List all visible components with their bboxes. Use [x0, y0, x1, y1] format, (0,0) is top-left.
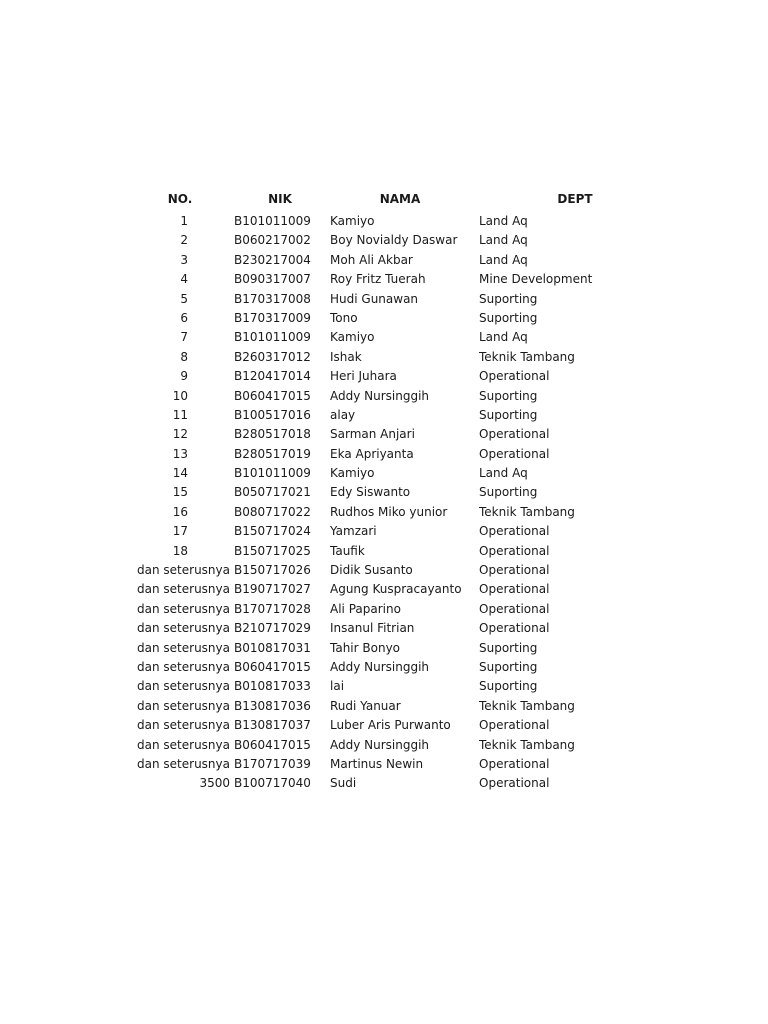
- cell-dept: Operational: [479, 524, 550, 539]
- cell-no: dan seterusnya: [137, 640, 230, 655]
- table-row: [0, 658, 768, 677]
- cell-nik: B050717021: [234, 485, 311, 500]
- cell-nik: B060217002: [234, 233, 311, 248]
- cell-nama: lai: [330, 679, 345, 694]
- table-row: [0, 522, 768, 541]
- table-row: [0, 755, 768, 774]
- cell-dept: Land Aq: [479, 214, 528, 228]
- table-row: [0, 483, 768, 502]
- cell-dept: Suporting: [479, 310, 538, 325]
- cell-nama: Rudi Yanuar: [330, 698, 401, 713]
- cell-nama: Addy Nursinggih: [330, 737, 430, 752]
- cell-nik: B101011009: [234, 330, 311, 345]
- cell-nama: Tahir Bonyo: [330, 640, 401, 655]
- cell-nama: Sudi: [330, 776, 357, 791]
- cell-nik: B010817033: [234, 679, 311, 694]
- cell-nama: Roy Fritz Tuerah: [330, 272, 426, 287]
- cell-dept: Operational: [479, 582, 550, 597]
- table-row: [0, 231, 768, 250]
- cell-no: 10: [172, 388, 188, 403]
- table-row: [0, 561, 768, 580]
- cell-dept: Suporting: [479, 485, 538, 500]
- cell-no: dan seterusnya: [137, 659, 230, 674]
- table-row: [0, 348, 768, 367]
- cell-nik: B060417015: [234, 388, 311, 403]
- table-row: [0, 290, 768, 309]
- cell-nik: B080717022: [234, 504, 311, 519]
- cell-nama: Hudi Gunawan: [330, 291, 419, 306]
- cell-nama: Kamiyo: [330, 466, 375, 481]
- cell-no: 8: [180, 349, 188, 364]
- table-row: [0, 600, 768, 619]
- table-row: [0, 697, 768, 716]
- table-row: [0, 406, 768, 425]
- cell-dept: Operational: [479, 756, 550, 771]
- cell-dept: Operational: [479, 446, 550, 461]
- cell-nik: B260317012: [234, 349, 311, 364]
- cell-nik: B190717027: [234, 582, 311, 597]
- cell-nik: B170717039: [234, 756, 311, 771]
- cell-dept: Operational: [479, 427, 550, 442]
- cell-nama: Luber Aris Purwanto: [330, 718, 451, 733]
- cell-no: 14: [172, 466, 188, 481]
- cell-no: dan seterusnya: [137, 756, 230, 771]
- cell-no: 1: [180, 214, 188, 228]
- cell-nama: Didik Susanto: [330, 563, 413, 578]
- cell-dept: Suporting: [479, 291, 538, 306]
- cell-no: dan seterusnya: [137, 679, 230, 694]
- table-row: [0, 309, 768, 328]
- table-row: [0, 445, 768, 464]
- cell-dept: Suporting: [479, 659, 538, 674]
- cell-no: 4: [180, 272, 188, 287]
- cell-nik: B150717026: [234, 563, 311, 578]
- cell-dept: Operational: [479, 718, 550, 733]
- cell-no: 11: [172, 407, 188, 422]
- header-no: NO.: [167, 192, 193, 206]
- cell-nik: B170317008: [234, 291, 311, 306]
- cell-nik: B101011009: [234, 466, 311, 481]
- cell-nik: B230217004: [234, 252, 311, 267]
- cell-nama: Boy Novialdy Daswar: [330, 233, 458, 248]
- cell-nama: Ali Paparino: [330, 601, 401, 616]
- cell-dept: Land Aq: [479, 330, 528, 345]
- cell-dept: Land Aq: [479, 252, 528, 267]
- cell-nik: B060417015: [234, 737, 311, 752]
- header-nik: NIK: [268, 192, 292, 206]
- cell-nama: alay: [330, 407, 356, 422]
- cell-nama: Ishak: [330, 349, 362, 364]
- table-row: [0, 619, 768, 638]
- cell-no: 13: [172, 446, 188, 461]
- cell-no: 16: [172, 504, 188, 519]
- table-row: [0, 367, 768, 386]
- table-row: [0, 580, 768, 599]
- cell-dept: Operational: [479, 369, 550, 384]
- cell-nik: B130817036: [234, 698, 311, 713]
- cell-nik: B280517019: [234, 446, 311, 461]
- cell-dept: Mine Development: [479, 272, 593, 287]
- cell-no: 18: [172, 543, 188, 558]
- cell-nama: Rudhos Miko yunior: [330, 504, 448, 519]
- cell-nik: B100717040: [234, 776, 311, 791]
- table-row: [0, 639, 768, 658]
- cell-dept: Operational: [479, 776, 550, 791]
- cell-no: 6: [180, 310, 188, 325]
- table-row: [0, 542, 768, 561]
- cell-no: dan seterusnya: [137, 582, 230, 597]
- table-row: [0, 425, 768, 444]
- cell-nama: Moh Ali Akbar: [330, 252, 413, 267]
- cell-no: dan seterusnya: [137, 718, 230, 733]
- cell-nik: B130817037: [234, 718, 311, 733]
- cell-dept: Land Aq: [479, 466, 528, 481]
- cell-nama: Taufik: [330, 543, 365, 558]
- cell-nama: Martinus Newin: [330, 756, 424, 771]
- table-body: [0, 212, 768, 794]
- table-row: [0, 464, 768, 483]
- cell-nama: Agung Kuspracayanto: [330, 582, 462, 597]
- table-row: [0, 270, 768, 289]
- cell-no: 15: [172, 485, 188, 500]
- header-nama: NAMA: [379, 192, 421, 206]
- table-row: [0, 716, 768, 735]
- cell-nik: B090317007: [234, 272, 311, 287]
- cell-nik: B150717024: [234, 524, 311, 539]
- cell-no: dan seterusnya: [137, 563, 230, 578]
- cell-nama: Insanul Fitrian: [330, 621, 415, 636]
- cell-nama: Kamiyo: [330, 330, 375, 345]
- cell-no: 7: [180, 330, 188, 345]
- cell-no: 12: [172, 427, 188, 442]
- table-row: [0, 212, 768, 231]
- cell-nama: Addy Nursinggih: [330, 659, 430, 674]
- cell-nik: B210717029: [234, 621, 311, 636]
- cell-dept: Operational: [479, 563, 550, 578]
- cell-no: dan seterusnya: [137, 601, 230, 616]
- table-row: [0, 387, 768, 406]
- cell-dept: Teknik Tambang: [479, 698, 575, 713]
- table-row: [0, 677, 768, 696]
- cell-no: 2: [180, 233, 188, 248]
- cell-no: dan seterusnya: [137, 737, 230, 752]
- cell-nik: B170317009: [234, 310, 311, 325]
- cell-nik: B100517016: [234, 407, 311, 422]
- cell-dept: Teknik Tambang: [479, 349, 575, 364]
- header-dept: DEPT: [557, 192, 593, 206]
- cell-nama: Addy Nursinggih: [330, 388, 430, 403]
- cell-dept: Land Aq: [479, 233, 528, 248]
- cell-no: 3: [180, 252, 188, 267]
- table-row: [0, 736, 768, 755]
- cell-no: 17: [172, 524, 188, 539]
- cell-dept: Suporting: [479, 388, 538, 403]
- cell-no: dan seterusnya: [137, 621, 230, 636]
- cell-nama: Sarman Anjari: [330, 427, 415, 442]
- employee-table: [0, 188, 768, 794]
- cell-nama: Edy Siswanto: [330, 485, 411, 500]
- cell-nama: Tono: [330, 310, 358, 325]
- table-row: [0, 328, 768, 347]
- cell-no: 9: [180, 369, 188, 384]
- cell-nik: B101011009: [234, 214, 311, 228]
- cell-dept: Suporting: [479, 679, 538, 694]
- cell-dept: Operational: [479, 601, 550, 616]
- cell-nama: Heri Juhara: [330, 369, 397, 384]
- table-header-row: [0, 188, 768, 212]
- cell-nik: B170717028: [234, 601, 311, 616]
- cell-nama: Eka Apriyanta: [330, 446, 414, 461]
- cell-no: 3500: [199, 776, 230, 791]
- cell-dept: Suporting: [479, 640, 538, 655]
- cell-no: dan seterusnya: [137, 698, 230, 713]
- cell-dept: Teknik Tambang: [479, 504, 575, 519]
- cell-nik: B060417015: [234, 659, 311, 674]
- cell-no: 5: [180, 291, 188, 306]
- table-row: [0, 251, 768, 270]
- cell-dept: Operational: [479, 621, 550, 636]
- cell-nik: B010817031: [234, 640, 311, 655]
- table-row: [0, 503, 768, 522]
- cell-nik: B120417014: [234, 369, 311, 384]
- cell-nik: B150717025: [234, 543, 311, 558]
- cell-nama: Kamiyo: [330, 214, 375, 228]
- cell-nama: Yamzari: [330, 524, 377, 539]
- cell-nik: B280517018: [234, 427, 311, 442]
- cell-dept: Teknik Tambang: [479, 737, 575, 752]
- cell-dept: Suporting: [479, 407, 538, 422]
- cell-dept: Operational: [479, 543, 550, 558]
- table-row: [0, 774, 768, 793]
